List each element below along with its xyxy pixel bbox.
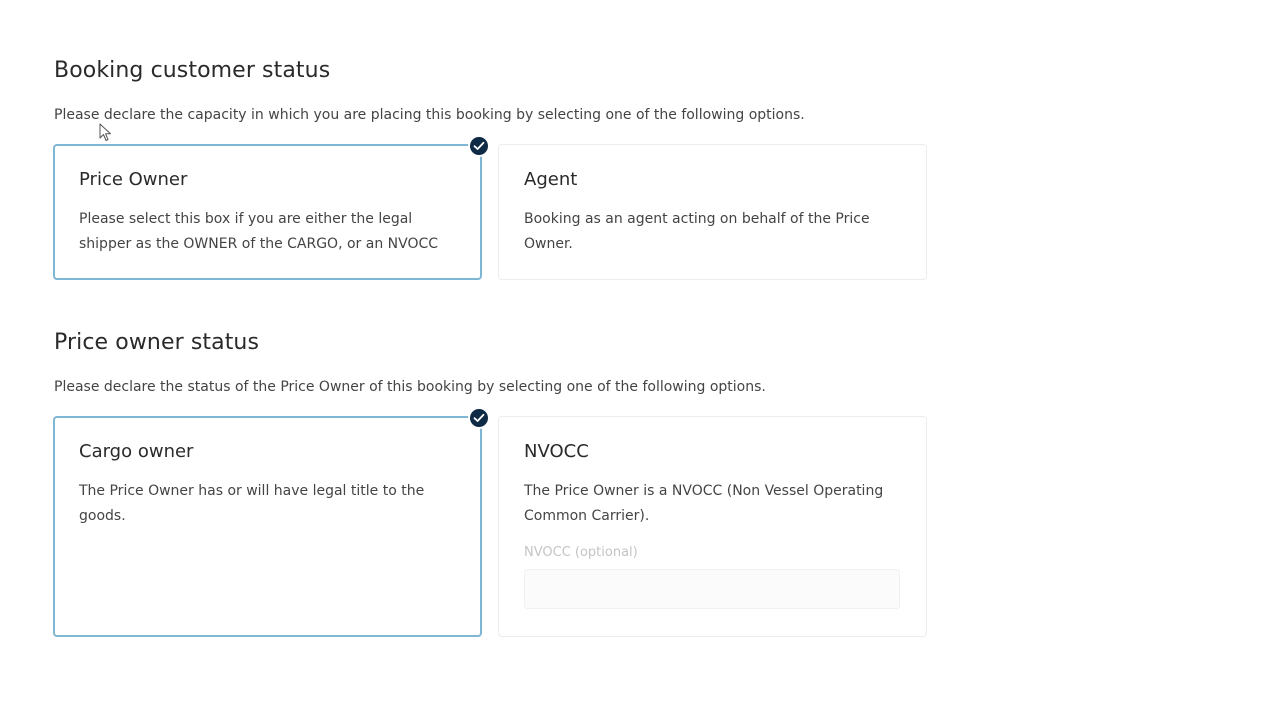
option-description: Please select this box if you are either the legal shipper as the OWNER of the CARGO, or an NVOCC xyxy=(79,211,439,252)
option-card-nvocc[interactable] xyxy=(498,416,927,637)
nvocc-input[interactable] xyxy=(524,569,900,609)
checkmark-icon xyxy=(468,135,490,157)
mouse-cursor-icon xyxy=(99,123,113,143)
option-card-price-owner[interactable] xyxy=(53,144,482,280)
booking-customer-status-description: Please declare the capacity in which you are placing this booking by selecting one of the following options. xyxy=(54,107,805,123)
checkmark-icon xyxy=(468,407,490,429)
option-description: Booking as an agent acting on behalf of the Price Owner. xyxy=(524,211,870,252)
option-description: The Price Owner is a NVOCC (Non Vessel Operating Common Carrier). xyxy=(524,483,884,524)
option-card-agent[interactable] xyxy=(498,144,927,280)
option-description: The Price Owner has or will have legal title to the goods. xyxy=(79,483,425,524)
option-title: Cargo owner xyxy=(79,441,194,462)
booking-customer-status-title: Booking customer status xyxy=(54,58,331,83)
nvocc-field-label: NVOCC (optional) xyxy=(524,545,638,560)
option-title: NVOCC xyxy=(524,441,589,462)
option-title: Price Owner xyxy=(79,169,188,190)
price-owner-status-description: Please declare the status of the Price Owner of this booking by selecting one of the following options. xyxy=(54,379,766,395)
price-owner-status-title: Price owner status xyxy=(54,330,260,355)
option-title: Agent xyxy=(524,169,578,190)
option-card-cargo-owner[interactable] xyxy=(53,416,482,637)
